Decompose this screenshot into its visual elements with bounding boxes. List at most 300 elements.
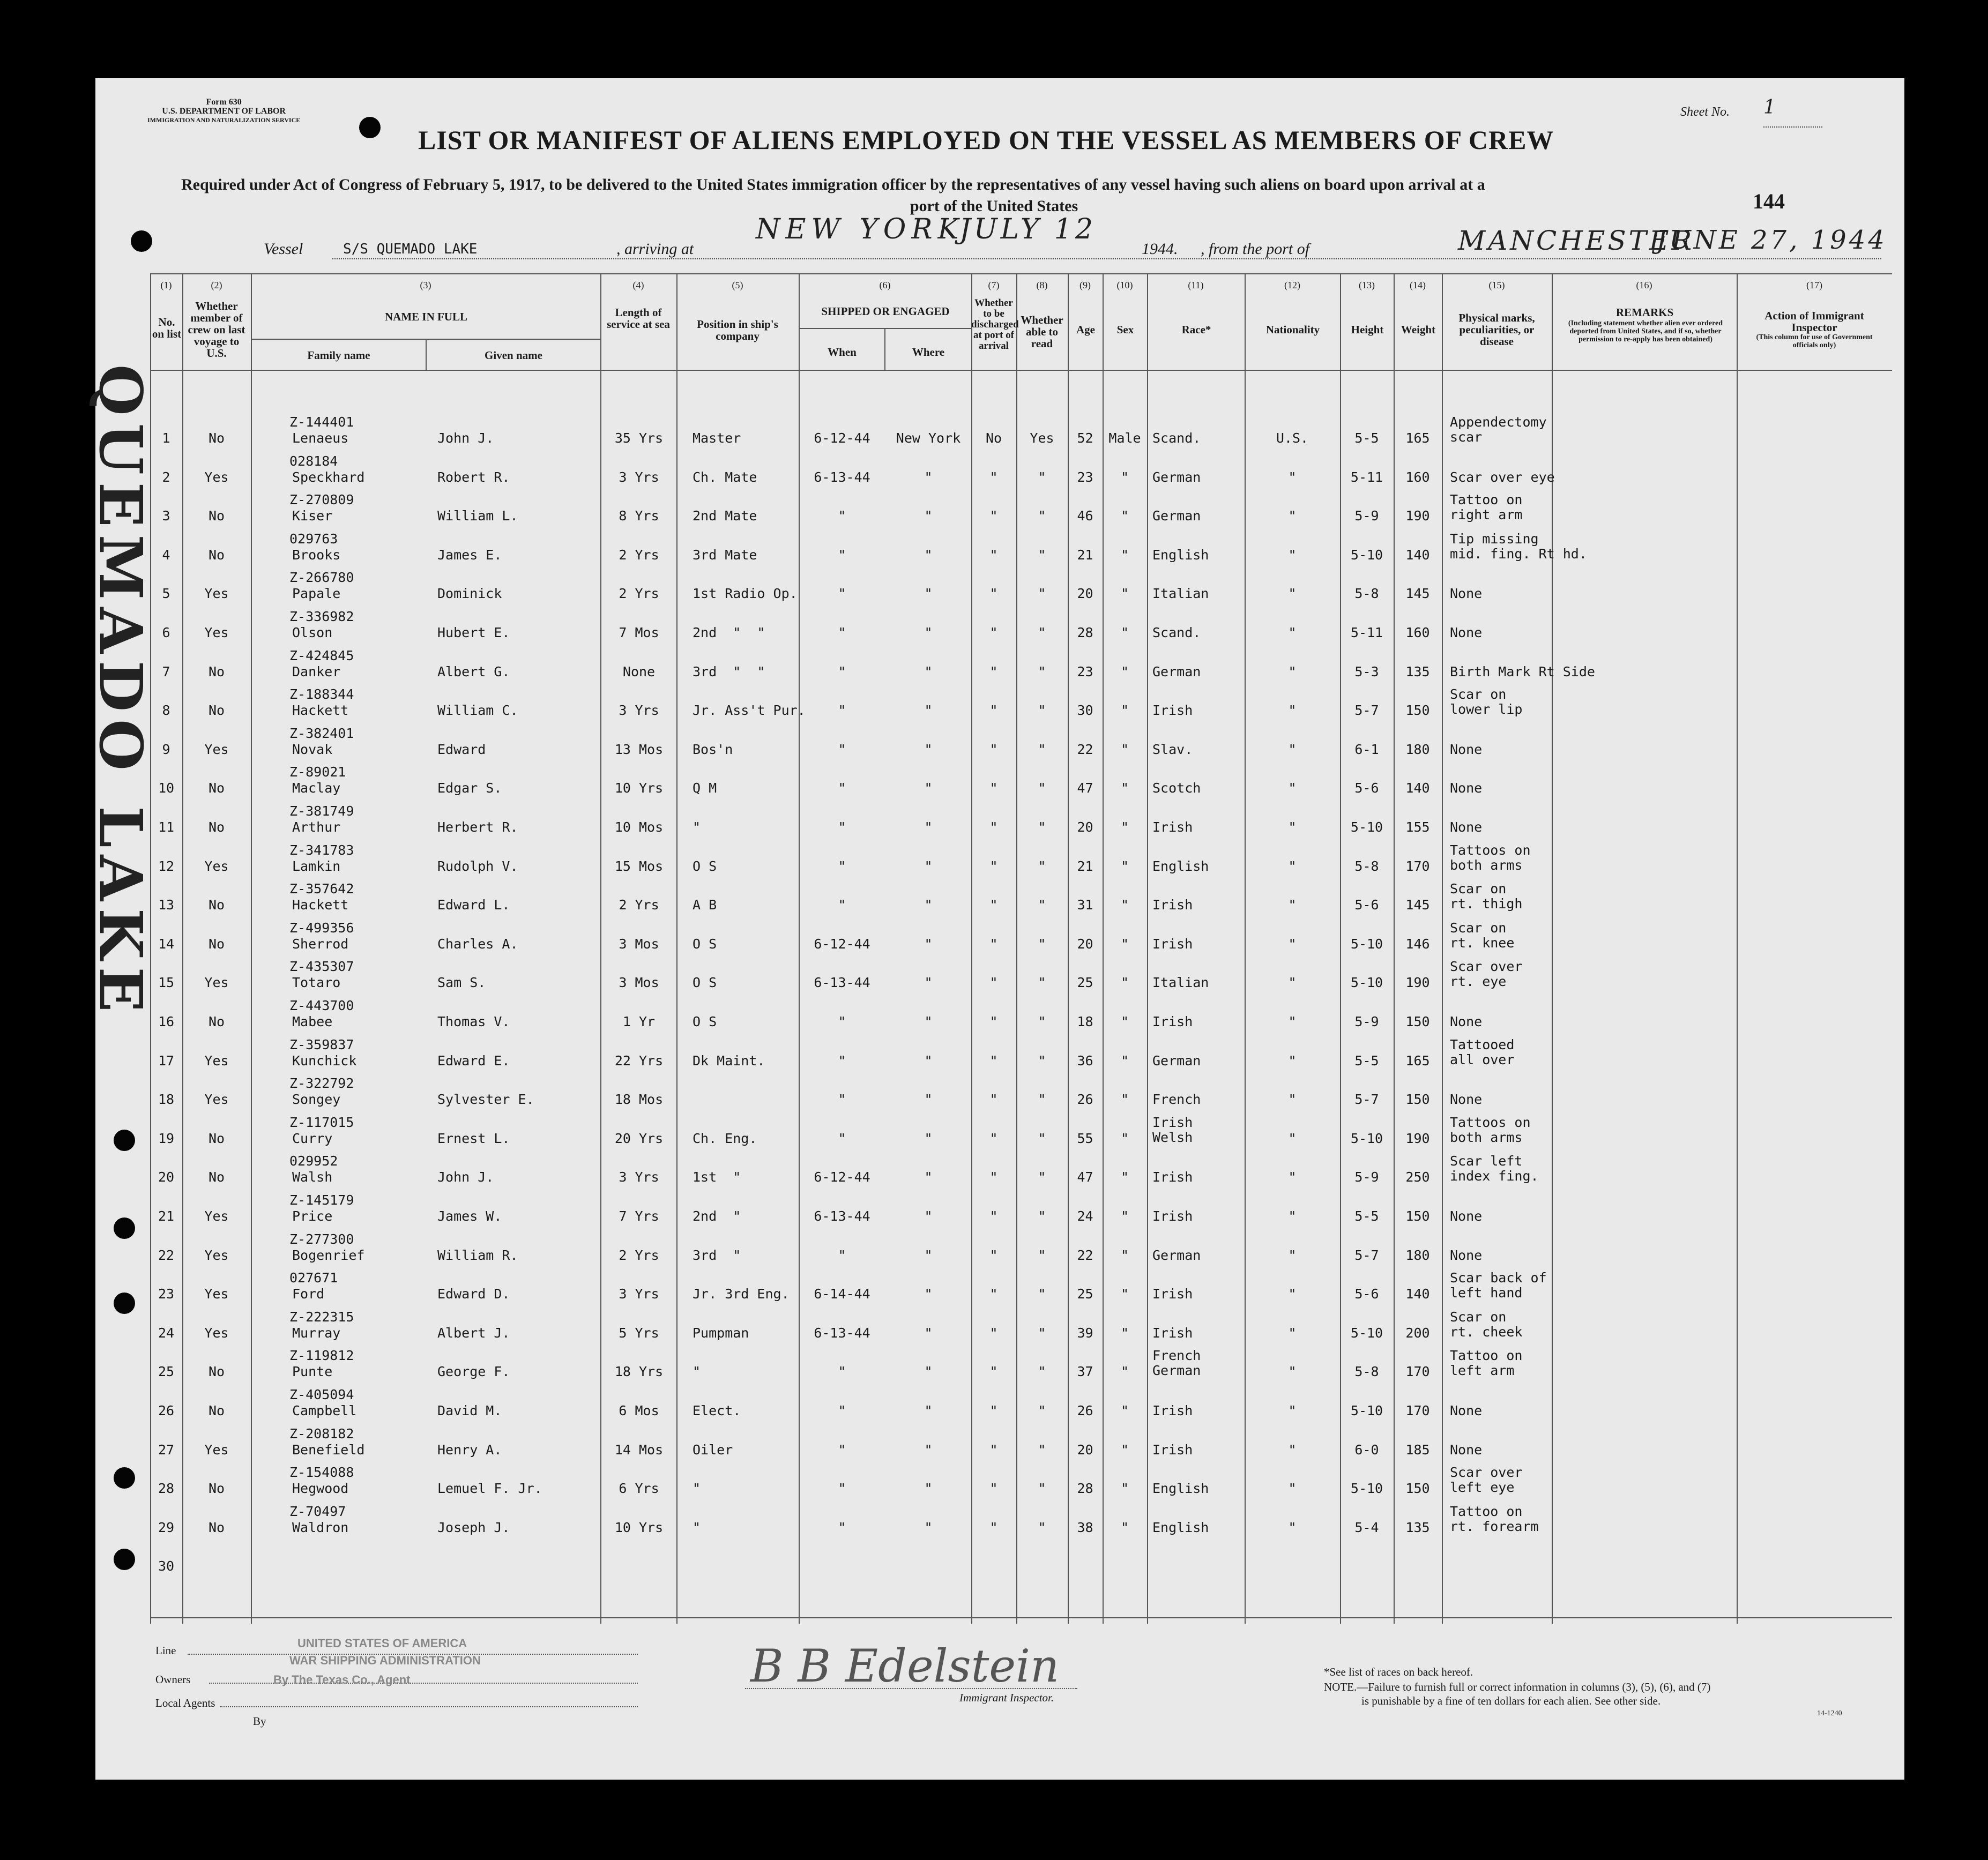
cell-nat: "	[1288, 1364, 1297, 1380]
from-label: , from the port of	[1201, 240, 1310, 258]
cell-position: Jr. 3rd Eng.	[693, 1286, 790, 1302]
cell-where: "	[924, 1403, 933, 1418]
cell-read: "	[1038, 1208, 1046, 1224]
cell-no: 8	[162, 703, 170, 719]
cell-given: Thomas V.	[437, 1014, 510, 1029]
cell-member: No	[208, 1403, 225, 1418]
col-num: (10)	[1116, 280, 1133, 290]
cell-when: "	[838, 897, 846, 913]
cell-height: 5-6	[1354, 780, 1379, 796]
cell-sex: "	[1120, 1441, 1129, 1458]
cell-no: 1	[162, 430, 170, 446]
cell-marks: Tip missing mid. fing. Rt	[1450, 531, 1555, 562]
cell-disch: "	[989, 1247, 998, 1263]
cell-marks: Scar over left eye	[1450, 1465, 1523, 1496]
cell-member: Yes	[204, 1092, 229, 1108]
cell-disch: "	[989, 1519, 998, 1535]
cell-weight: 160	[1405, 469, 1430, 485]
crew-id: Z-382401	[289, 725, 354, 741]
cell-when: "	[838, 1481, 846, 1497]
col-num: (11)	[1188, 280, 1204, 290]
cell-weight: 150	[1405, 1208, 1430, 1224]
cell-no: 4	[162, 547, 170, 563]
cell-age: 22	[1077, 741, 1093, 757]
header-length-service: Length of service at sea	[607, 306, 670, 331]
header-family-name: Family name	[307, 349, 370, 362]
cell-member: Yes	[204, 741, 229, 757]
cell-where: "	[924, 936, 933, 952]
cell-read: "	[1038, 1441, 1046, 1458]
cell-when: 6-13-44	[814, 469, 870, 485]
cell-age: 55	[1077, 1130, 1093, 1146]
cell-nat: "	[1288, 1481, 1297, 1497]
cell-family: Curry	[292, 1130, 333, 1146]
col-rule	[676, 273, 677, 1624]
col-num: (6)	[879, 280, 891, 290]
cell-member: No	[208, 936, 225, 952]
cell-family: Maclay	[292, 780, 341, 796]
signature-line	[745, 1688, 1077, 1689]
cell-position: "	[693, 1519, 701, 1535]
cell-sex: "	[1120, 586, 1129, 602]
cell-when: "	[838, 625, 846, 640]
cell-height: 5-5	[1354, 1052, 1379, 1069]
cell-nat: "	[1288, 780, 1297, 796]
cell-position: Jr. Ass't Pur.	[693, 703, 806, 719]
cell-no: 9	[162, 741, 170, 757]
cell-service: 2 Yrs	[619, 547, 659, 563]
cell-sex: "	[1120, 1052, 1129, 1069]
vessel-name: S/S QUEMADO LAKE	[343, 241, 478, 257]
cell-weight: 170	[1405, 1403, 1430, 1418]
cell-read: "	[1038, 936, 1046, 952]
crew-id: Z-424845	[289, 647, 354, 663]
punch-hole	[114, 1467, 135, 1489]
cell-sex: "	[1120, 508, 1129, 524]
crew-id: Z-405094	[289, 1387, 354, 1402]
cell-service: 18 Yrs	[614, 1364, 664, 1380]
cell-nat: "	[1288, 1130, 1297, 1146]
table-header-rule	[150, 370, 1892, 371]
cell-weight: 146	[1405, 936, 1430, 952]
cell-family: Ford	[292, 1286, 325, 1302]
cell-service: 3 Yrs	[619, 1286, 659, 1302]
cell-race: English	[1152, 547, 1209, 563]
cell-height: 5-4	[1354, 1519, 1379, 1535]
cell-height: 5-11	[1350, 469, 1383, 485]
cell-sex: "	[1120, 547, 1129, 563]
subtitle: Required under Act of Congress of February 5, 1917, to be delivered to the United States immigration officer by the representatives of any vessel having such aliens on board upon arrival at a	[181, 176, 1485, 193]
cell-weight: 250	[1405, 1169, 1430, 1185]
arrival-year: 1944.	[1142, 240, 1178, 258]
cell-position: Dk Maint.	[693, 1052, 765, 1069]
cell-marks: Scar left index fing.	[1450, 1153, 1539, 1184]
cell-where: "	[924, 1325, 933, 1341]
cell-weight: 150	[1405, 703, 1430, 719]
cell-when: "	[838, 663, 846, 679]
cell-family: Kunchick	[292, 1052, 357, 1069]
inspector-label: Immigrant Inspector.	[959, 1691, 1054, 1704]
cell-marks: Scar on rt. cheek	[1450, 1309, 1523, 1340]
cell-nat: "	[1288, 508, 1297, 524]
cell-member: No	[208, 430, 225, 446]
cell-height: 5-10	[1350, 975, 1383, 991]
header-height: Height	[1351, 323, 1384, 336]
cell-weight: 190	[1405, 1130, 1430, 1146]
cell-read: "	[1038, 1092, 1046, 1108]
cell-no: 11	[158, 819, 175, 835]
cell-where: "	[924, 1519, 933, 1535]
punch-hole	[359, 117, 381, 138]
col-num: (3)	[420, 280, 431, 290]
cell-no: 23	[158, 1286, 175, 1302]
vessel-underline	[332, 258, 1881, 259]
note-line-1: NOTE.—Failure to furnish full or correct information in columns (3), (5), (6), and (7)	[1324, 1680, 1711, 1693]
cell-family: Brooks	[292, 547, 341, 563]
cell-height: 5-10	[1350, 1130, 1383, 1146]
cell-no: 19	[158, 1130, 175, 1146]
cell-nat: U.S.	[1276, 430, 1309, 446]
cell-nat: "	[1288, 819, 1297, 835]
cell-family: Benefield	[292, 1441, 365, 1458]
cell-marks: Scar over rt. eye	[1450, 959, 1523, 990]
note-line-2: is punishable by a fine of ten dollars for each alien. See other side.	[1361, 1694, 1661, 1707]
cell-height: 5-9	[1354, 508, 1379, 524]
punch-hole	[114, 1217, 135, 1239]
cell-when: "	[838, 1519, 846, 1535]
cell-when: "	[838, 1014, 846, 1029]
punch-hole	[114, 1130, 135, 1151]
cell-race: Scotch	[1152, 780, 1201, 796]
cell-when: "	[838, 1130, 846, 1146]
cell-family: Price	[292, 1208, 333, 1224]
crew-id: Z-154088	[289, 1465, 354, 1481]
cell-weight: 150	[1405, 1014, 1430, 1029]
cell-position: O S	[693, 1014, 717, 1029]
cell-age: 21	[1077, 858, 1093, 874]
crew-id: Z-70497	[289, 1503, 346, 1519]
cell-height: 5-10	[1350, 819, 1383, 835]
cell-position: 2nd Mate	[693, 508, 757, 524]
cell-member: No	[208, 780, 225, 796]
cell-service: 10 Yrs	[614, 780, 664, 796]
cell-position: Bos'n	[693, 741, 733, 757]
cell-member: Yes	[204, 1208, 229, 1224]
col-rule	[1147, 273, 1148, 1624]
crew-id: Z-499356	[289, 920, 354, 936]
cell-nat: "	[1288, 469, 1297, 485]
cell-where: New York	[896, 430, 961, 446]
cell-given: Henry A.	[437, 1441, 502, 1458]
cell-family: Hegwood	[292, 1481, 349, 1497]
cell-given: Dominick	[437, 586, 502, 602]
cell-read: "	[1038, 469, 1046, 485]
cell-marks: Scar on rt. thigh	[1450, 881, 1523, 912]
cell-age: 24	[1077, 1208, 1093, 1224]
cell-no: 15	[158, 975, 175, 991]
cell-race: Irish	[1152, 1441, 1193, 1458]
cell-weight: 170	[1405, 858, 1430, 874]
cell-age: 52	[1077, 430, 1093, 446]
cell-where: "	[924, 469, 933, 485]
cell-position: 3rd " "	[693, 663, 765, 679]
cell-height: 6-1	[1354, 741, 1379, 757]
cell-when: 6-13-44	[814, 1325, 870, 1341]
cell-marks: Tattoos on both arms	[1450, 1114, 1531, 1145]
header-race: Race*	[1181, 323, 1211, 336]
cell-marks: None	[1450, 1208, 1483, 1224]
cell-race: German	[1152, 508, 1201, 524]
cell-read: "	[1038, 547, 1046, 563]
cell-no: 25	[158, 1364, 175, 1380]
cell-member: Yes	[204, 1441, 229, 1458]
cell-height: 5-6	[1354, 897, 1379, 913]
col-num: (17)	[1806, 280, 1822, 290]
crew-id: Z-208182	[289, 1425, 354, 1441]
cell-read: "	[1038, 508, 1046, 524]
cell-marks: None	[1450, 741, 1483, 757]
cell-age: 36	[1077, 1052, 1093, 1069]
cell-when: "	[838, 1092, 846, 1108]
from-port: MANCHESTER	[1458, 225, 1695, 256]
cell-given: Charles A.	[437, 936, 518, 952]
cell-given: Ernest L.	[437, 1130, 510, 1146]
sheet-underline	[1763, 126, 1822, 128]
cell-race: Irish	[1152, 1169, 1193, 1185]
cell-sex: "	[1120, 703, 1129, 719]
crew-id: Z-222315	[289, 1309, 354, 1325]
crew-id: Z-119812	[289, 1348, 354, 1364]
cell-race: English	[1152, 858, 1209, 874]
cell-given: James E.	[437, 547, 502, 563]
cell-height: 5-6	[1354, 1286, 1379, 1302]
punch-hole	[131, 230, 152, 252]
cell-when: 6-13-44	[814, 1208, 870, 1224]
cell-where: "	[924, 897, 933, 913]
cell-position: O S	[693, 975, 717, 991]
cell-no: 22	[158, 1247, 175, 1263]
cell-where: "	[924, 1169, 933, 1185]
cell-member: Yes	[204, 1325, 229, 1341]
cell-weight: 140	[1405, 780, 1430, 796]
cell-no: 10	[158, 780, 175, 796]
cell-nat: "	[1288, 1286, 1297, 1302]
cell-nat: "	[1288, 586, 1297, 602]
header-remarks: REMARKS	[1615, 306, 1674, 319]
cell-service: 6 Yrs	[619, 1481, 659, 1497]
cell-member: Yes	[204, 469, 229, 485]
line-label: Line	[155, 1644, 176, 1657]
cell-disch: "	[989, 703, 998, 719]
crew-id: Z-357642	[289, 881, 354, 897]
cell-sex: "	[1120, 1092, 1129, 1108]
cell-service: 2 Yrs	[619, 1247, 659, 1263]
cell-nat: "	[1288, 1052, 1297, 1069]
cell-no: 3	[162, 508, 170, 524]
cell-race: Irish	[1152, 819, 1193, 835]
header-age: Age	[1076, 323, 1095, 336]
cell-weight: 165	[1405, 1052, 1430, 1069]
cell-where: "	[924, 508, 933, 524]
cell-height: 5-3	[1354, 663, 1379, 679]
cell-age: 30	[1077, 703, 1093, 719]
cell-no: 2	[162, 469, 170, 485]
cell-disch: "	[989, 1286, 998, 1302]
cell-disch: "	[989, 1481, 998, 1497]
cell-nat: "	[1288, 1247, 1297, 1263]
cell-given: Hubert E.	[437, 625, 510, 640]
cell-race: English	[1152, 1481, 1209, 1497]
cell-service: 3 Yrs	[619, 703, 659, 719]
cell-where: "	[924, 819, 933, 835]
cell-marks: None	[1450, 586, 1483, 602]
cell-when: "	[838, 547, 846, 563]
cell-member: Yes	[204, 858, 229, 874]
crew-id: Z-359837	[289, 1036, 354, 1052]
cell-given: William L.	[437, 508, 518, 524]
cell-disch: "	[989, 741, 998, 757]
cell-disch: "	[989, 586, 998, 602]
cell-read: "	[1038, 1169, 1046, 1185]
cell-race: German	[1152, 1052, 1201, 1069]
crew-id: Z-188344	[289, 686, 354, 703]
cell-family: Lenaeus	[292, 430, 349, 446]
cell-given: Albert G.	[437, 663, 510, 679]
header-when: When	[828, 346, 857, 358]
cell-service: 35 Yrs	[614, 430, 664, 446]
cell-family: Sherrod	[292, 936, 349, 952]
cell-height: 5-5	[1354, 1208, 1379, 1224]
cell-nat: "	[1288, 1208, 1297, 1224]
cell-no: 30	[158, 1558, 175, 1574]
cell-nat: "	[1288, 625, 1297, 640]
col-num: (2)	[211, 280, 222, 290]
crew-id: Z-381749	[289, 803, 354, 819]
cell-given: David M.	[437, 1403, 502, 1418]
col-num: (12)	[1284, 280, 1300, 290]
cell-member: Yes	[204, 1247, 229, 1263]
cell-weight: 150	[1405, 1481, 1430, 1497]
cell-service: None	[622, 663, 656, 679]
cell-marks: None	[1450, 1403, 1483, 1418]
col-num: (15)	[1488, 280, 1505, 290]
owners-label: Owners	[155, 1673, 191, 1686]
header-position: Position in ship's company	[697, 318, 778, 342]
cell-service: 3 Yrs	[619, 469, 659, 485]
cell-age: 20	[1077, 819, 1093, 835]
crew-id: 029952	[289, 1153, 338, 1169]
cell-weight: 150	[1405, 1092, 1430, 1108]
cell-age: 21	[1077, 547, 1093, 563]
cell-where: "	[924, 1052, 933, 1069]
cell-family: Campbell	[292, 1403, 357, 1418]
cell-when: "	[838, 703, 846, 719]
cell-sex: "	[1120, 858, 1129, 874]
cell-service: 18 Mos	[614, 1092, 664, 1108]
crew-id: Z-117015	[289, 1114, 354, 1130]
cell-disch: "	[989, 1325, 998, 1341]
cell-marks: Tattoo on rt. forearm	[1450, 1503, 1539, 1534]
cell-marks: None	[1450, 1014, 1483, 1029]
cell-where: "	[924, 586, 933, 602]
col-rule	[1442, 273, 1443, 1624]
col-num: (9)	[1079, 280, 1091, 290]
cell-sex: "	[1120, 1519, 1129, 1535]
cell-disch: "	[989, 625, 998, 640]
cell-race: German	[1152, 1247, 1201, 1263]
cell-family: Walsh	[292, 1169, 333, 1185]
crew-id: 028184	[289, 453, 338, 469]
header-where: Where	[912, 346, 945, 358]
cell-position: "	[693, 1364, 701, 1380]
col-rule	[1737, 273, 1738, 1624]
by-label: By	[253, 1715, 266, 1728]
cell-sex: "	[1120, 741, 1129, 757]
cell-nat: "	[1288, 858, 1297, 874]
cell-marks: Scar back of left hand	[1450, 1270, 1547, 1301]
cell-read: "	[1038, 1403, 1046, 1418]
cell-given: Herbert R.	[437, 819, 518, 835]
cell-family: Totaro	[292, 975, 341, 991]
cell-weight: 190	[1405, 508, 1430, 524]
cell-sex: "	[1120, 1286, 1129, 1302]
crew-id: Z-266780	[289, 570, 354, 586]
cell-race: Irish	[1152, 1286, 1193, 1302]
cell-no: 26	[158, 1403, 175, 1418]
table-top-rule	[150, 273, 1892, 274]
cell-sex: "	[1120, 1403, 1129, 1418]
cell-when: 6-12-44	[814, 430, 870, 446]
cell-height: 5-7	[1354, 1092, 1379, 1108]
cell-where: "	[924, 858, 933, 874]
cell-position: 1st Radio Op.	[693, 586, 798, 602]
cell-read: Yes	[1030, 430, 1054, 446]
cell-race: Italian	[1152, 975, 1209, 991]
cell-race: German	[1152, 469, 1201, 485]
cell-no: 29	[158, 1519, 175, 1535]
cell-position: Ch. Mate	[693, 469, 757, 485]
col-num: (14)	[1410, 280, 1426, 290]
cell-where: "	[924, 1130, 933, 1146]
cell-race: Scand.	[1152, 430, 1201, 446]
cell-given: Sylvester E.	[437, 1092, 534, 1108]
cell-read: "	[1038, 1286, 1046, 1302]
cell-sex: "	[1120, 1169, 1129, 1185]
cell-where: "	[924, 1208, 933, 1224]
cell-disch: "	[989, 1441, 998, 1458]
cell-given: Edward	[437, 741, 486, 757]
cell-where: "	[924, 780, 933, 796]
crew-id: Z-144401	[289, 414, 354, 430]
cell-no: 18	[158, 1092, 175, 1108]
cell-where: "	[924, 625, 933, 640]
cell-weight: 180	[1405, 1247, 1430, 1263]
cell-position: A B	[693, 897, 717, 913]
cell-disch: No	[985, 430, 1002, 446]
cell-height: 5-11	[1350, 625, 1383, 640]
cell-weight: 135	[1405, 663, 1430, 679]
cell-position: "	[693, 819, 701, 835]
col-num: (5)	[732, 280, 743, 290]
inspector-signature: B B Edelstein	[750, 1640, 1060, 1692]
cell-age: 25	[1077, 975, 1093, 991]
cell-weight: 140	[1405, 1286, 1430, 1302]
cell-nat: "	[1288, 1169, 1297, 1185]
punch-hole	[114, 1293, 135, 1314]
cell-service: 7 Mos	[619, 625, 659, 640]
cell-weight: 200	[1405, 1325, 1430, 1341]
header-remarks-note: (Including statement whether alien ever ordered deported from United States, and if so, whether permission to re-apply has been obtained)	[1568, 319, 1723, 343]
